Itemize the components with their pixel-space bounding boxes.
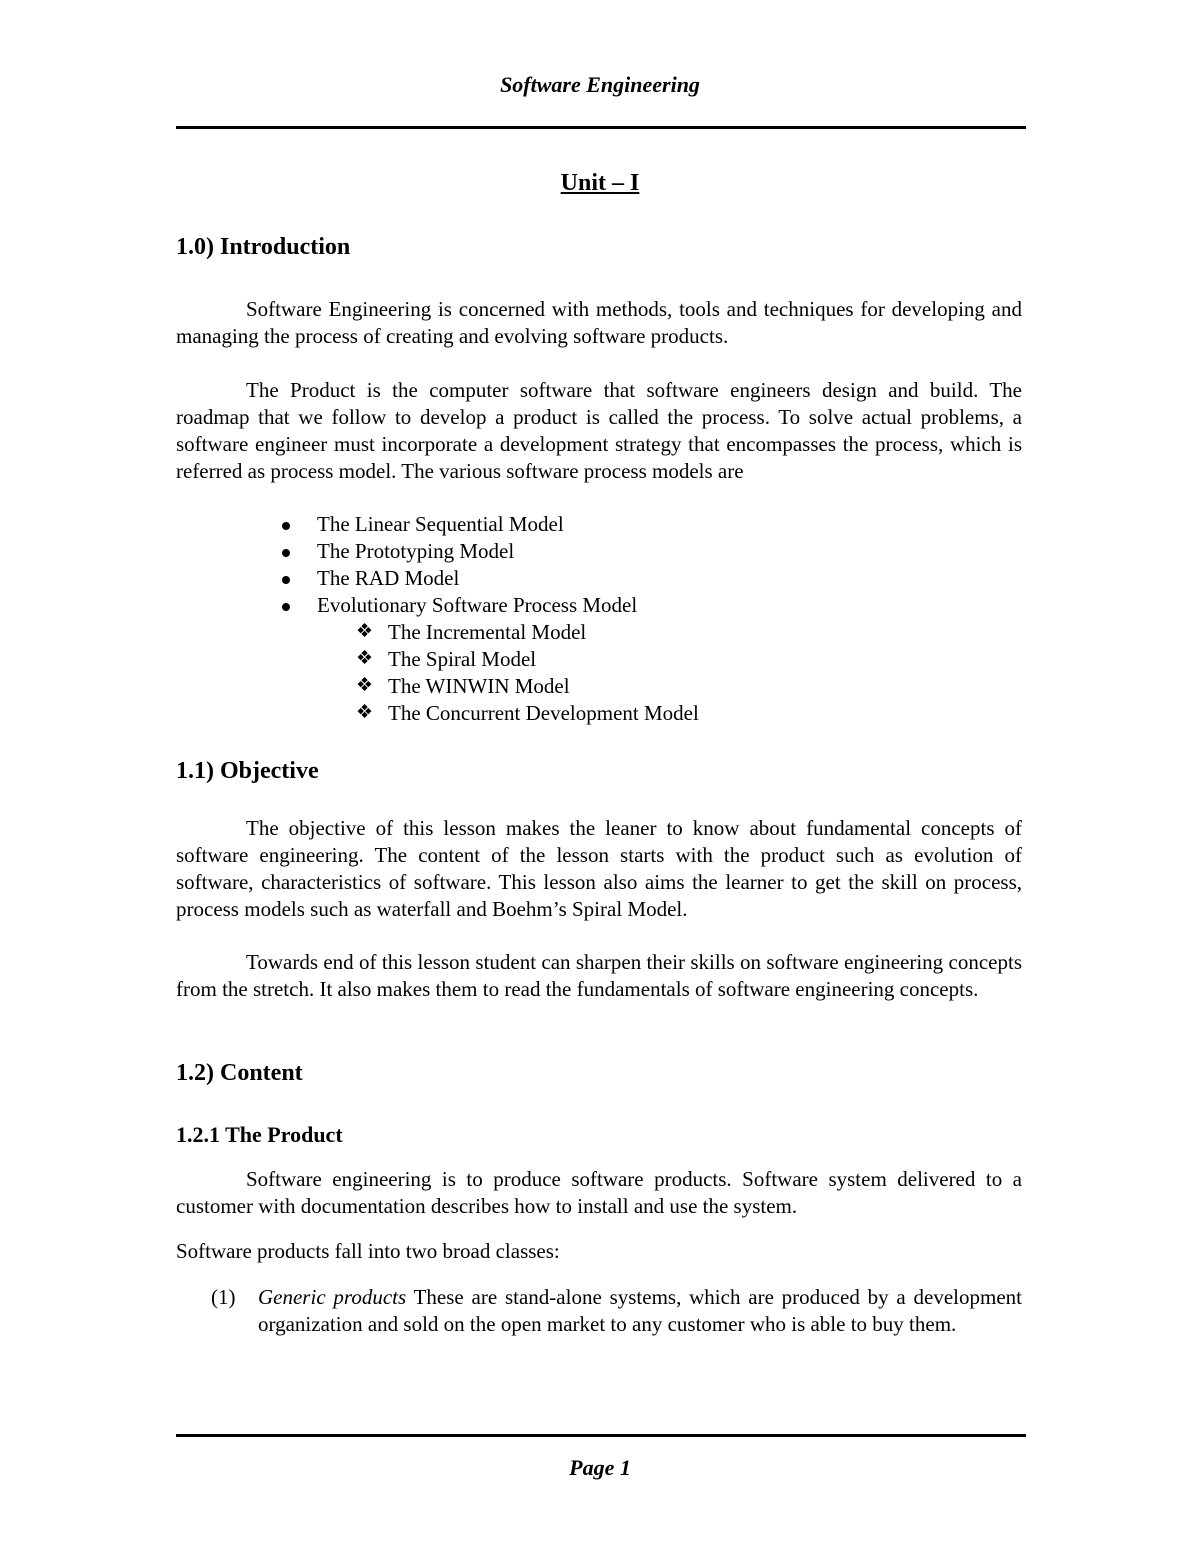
bullet-icon <box>282 549 290 557</box>
bullet-icon <box>282 576 290 584</box>
heading-the-product: 1.2.1 The Product <box>176 1122 343 1147</box>
content-paragraph-1 <box>176 1166 1022 1220</box>
diamond-bullet-icon: ❖ <box>356 702 374 723</box>
intro-paragraph-2 <box>176 377 1022 485</box>
diamond-bullet-icon: ❖ <box>356 675 374 696</box>
heading-content: 1.2) Content <box>176 1060 303 1086</box>
intro-paragraph-1-text: Software Engineering is concerned with methods, tools and techniques for developing and managing the process of creating and evolving software products. <box>176 297 1022 348</box>
header-rule <box>176 126 1026 129</box>
content-paragraph-2: Software products fall into two broad classes: <box>176 1239 560 1263</box>
item-text: These are stand-alone systems, which are produced by a development organization and sold on the open market to any customer who is able to buy them. <box>258 1285 1023 1336</box>
page-number: Page 1 <box>569 1455 631 1480</box>
bullet-icon <box>282 522 290 530</box>
objective-paragraph-2-text: Towards end of this lesson student can sharpen their skills on software engineering concepts from the stretch. It also makes them to read the fundamentals of software engineering concepts. <box>176 950 1022 1001</box>
diamond-bullet-icon: ❖ <box>356 621 374 642</box>
heading-objective: 1.1) Objective <box>176 758 319 784</box>
objective-paragraph-2 <box>176 949 1022 1003</box>
bullet-icon <box>282 603 290 611</box>
item-number: (1) <box>211 1285 236 1309</box>
document-page: Software Engineering Unit – I 1.0) Introduction Software Engineering is concerned with methods, tools and techniques for developing and managing the process of creating and evolving software products. The Product is the computer software that software engineers design and build. The roadmap that we follow to develop a product is called the process. To solve actual problems, a software engineer must incorporate a development strategy that encompasses the process, which is referred as process model. The various software process models are The Linear Sequential Model The Prototyping Model The RAD Model Evolutionary Software Process Model ❖ The Incremental Model ❖ The Spiral Model ❖ The WINWIN Model ❖ The Concurrent Development Model 1.1) Objective The objective of this lesson makes the leaner to know about fundamental concepts of software engineering. The content of the lesson starts with the product such as evolution of software, characteristics of software. This lesson also aims the learner to get the skill on process, process models such as waterfall and Boehm’s Spiral Model. Towards end of this lesson student can sharpen their skills on software engineering concepts from the stretch. It also makes them to read the fundamentals of software engineering concepts. 1.2) Content 1.2.1 The Product Software engineering is to produce software products. Software system delivered to a customer with documentation describes how to install and use the system. Software products fall into two broad classes: (1) Generic products These are stand-alone systems, which are produced by a development organization and sold on the open market to any customer who is able to buy them. Page 1 <box>0 0 1200 1553</box>
intro-paragraph-1 <box>176 296 1022 350</box>
objective-paragraph-1 <box>176 815 1022 923</box>
diamond-bullet-icon: ❖ <box>356 648 374 669</box>
running-header: Software Engineering <box>500 72 700 97</box>
unit-title: Unit – I <box>560 170 640 196</box>
heading-introduction: 1.0) Introduction <box>176 234 351 260</box>
footer-rule <box>176 1434 1026 1437</box>
item-body <box>258 1284 1022 1338</box>
item-term: Generic products <box>258 1285 407 1309</box>
content-paragraph-1-text: Software engineering is to produce software products. Software system delivered to a customer with documentation describes how to install and use the system. <box>176 1167 1022 1218</box>
objective-paragraph-1-text: The objective of this lesson makes the leaner to know about fundamental concepts of software engineering. The content of the lesson starts with the product such as evolution of software, characteristics of software. This lesson also aims the learner to get the skill on process, process models such as waterfall and Boehm’s Spiral Model. <box>176 816 1022 921</box>
intro-paragraph-2-text: The Product is the computer software that software engineers design and build. The roadmap that we follow to develop a product is called the process. To solve actual problems, a software engineer must incorporate a development strategy that encompasses the process, which is referred as process model. The various software process models are <box>176 378 1022 483</box>
